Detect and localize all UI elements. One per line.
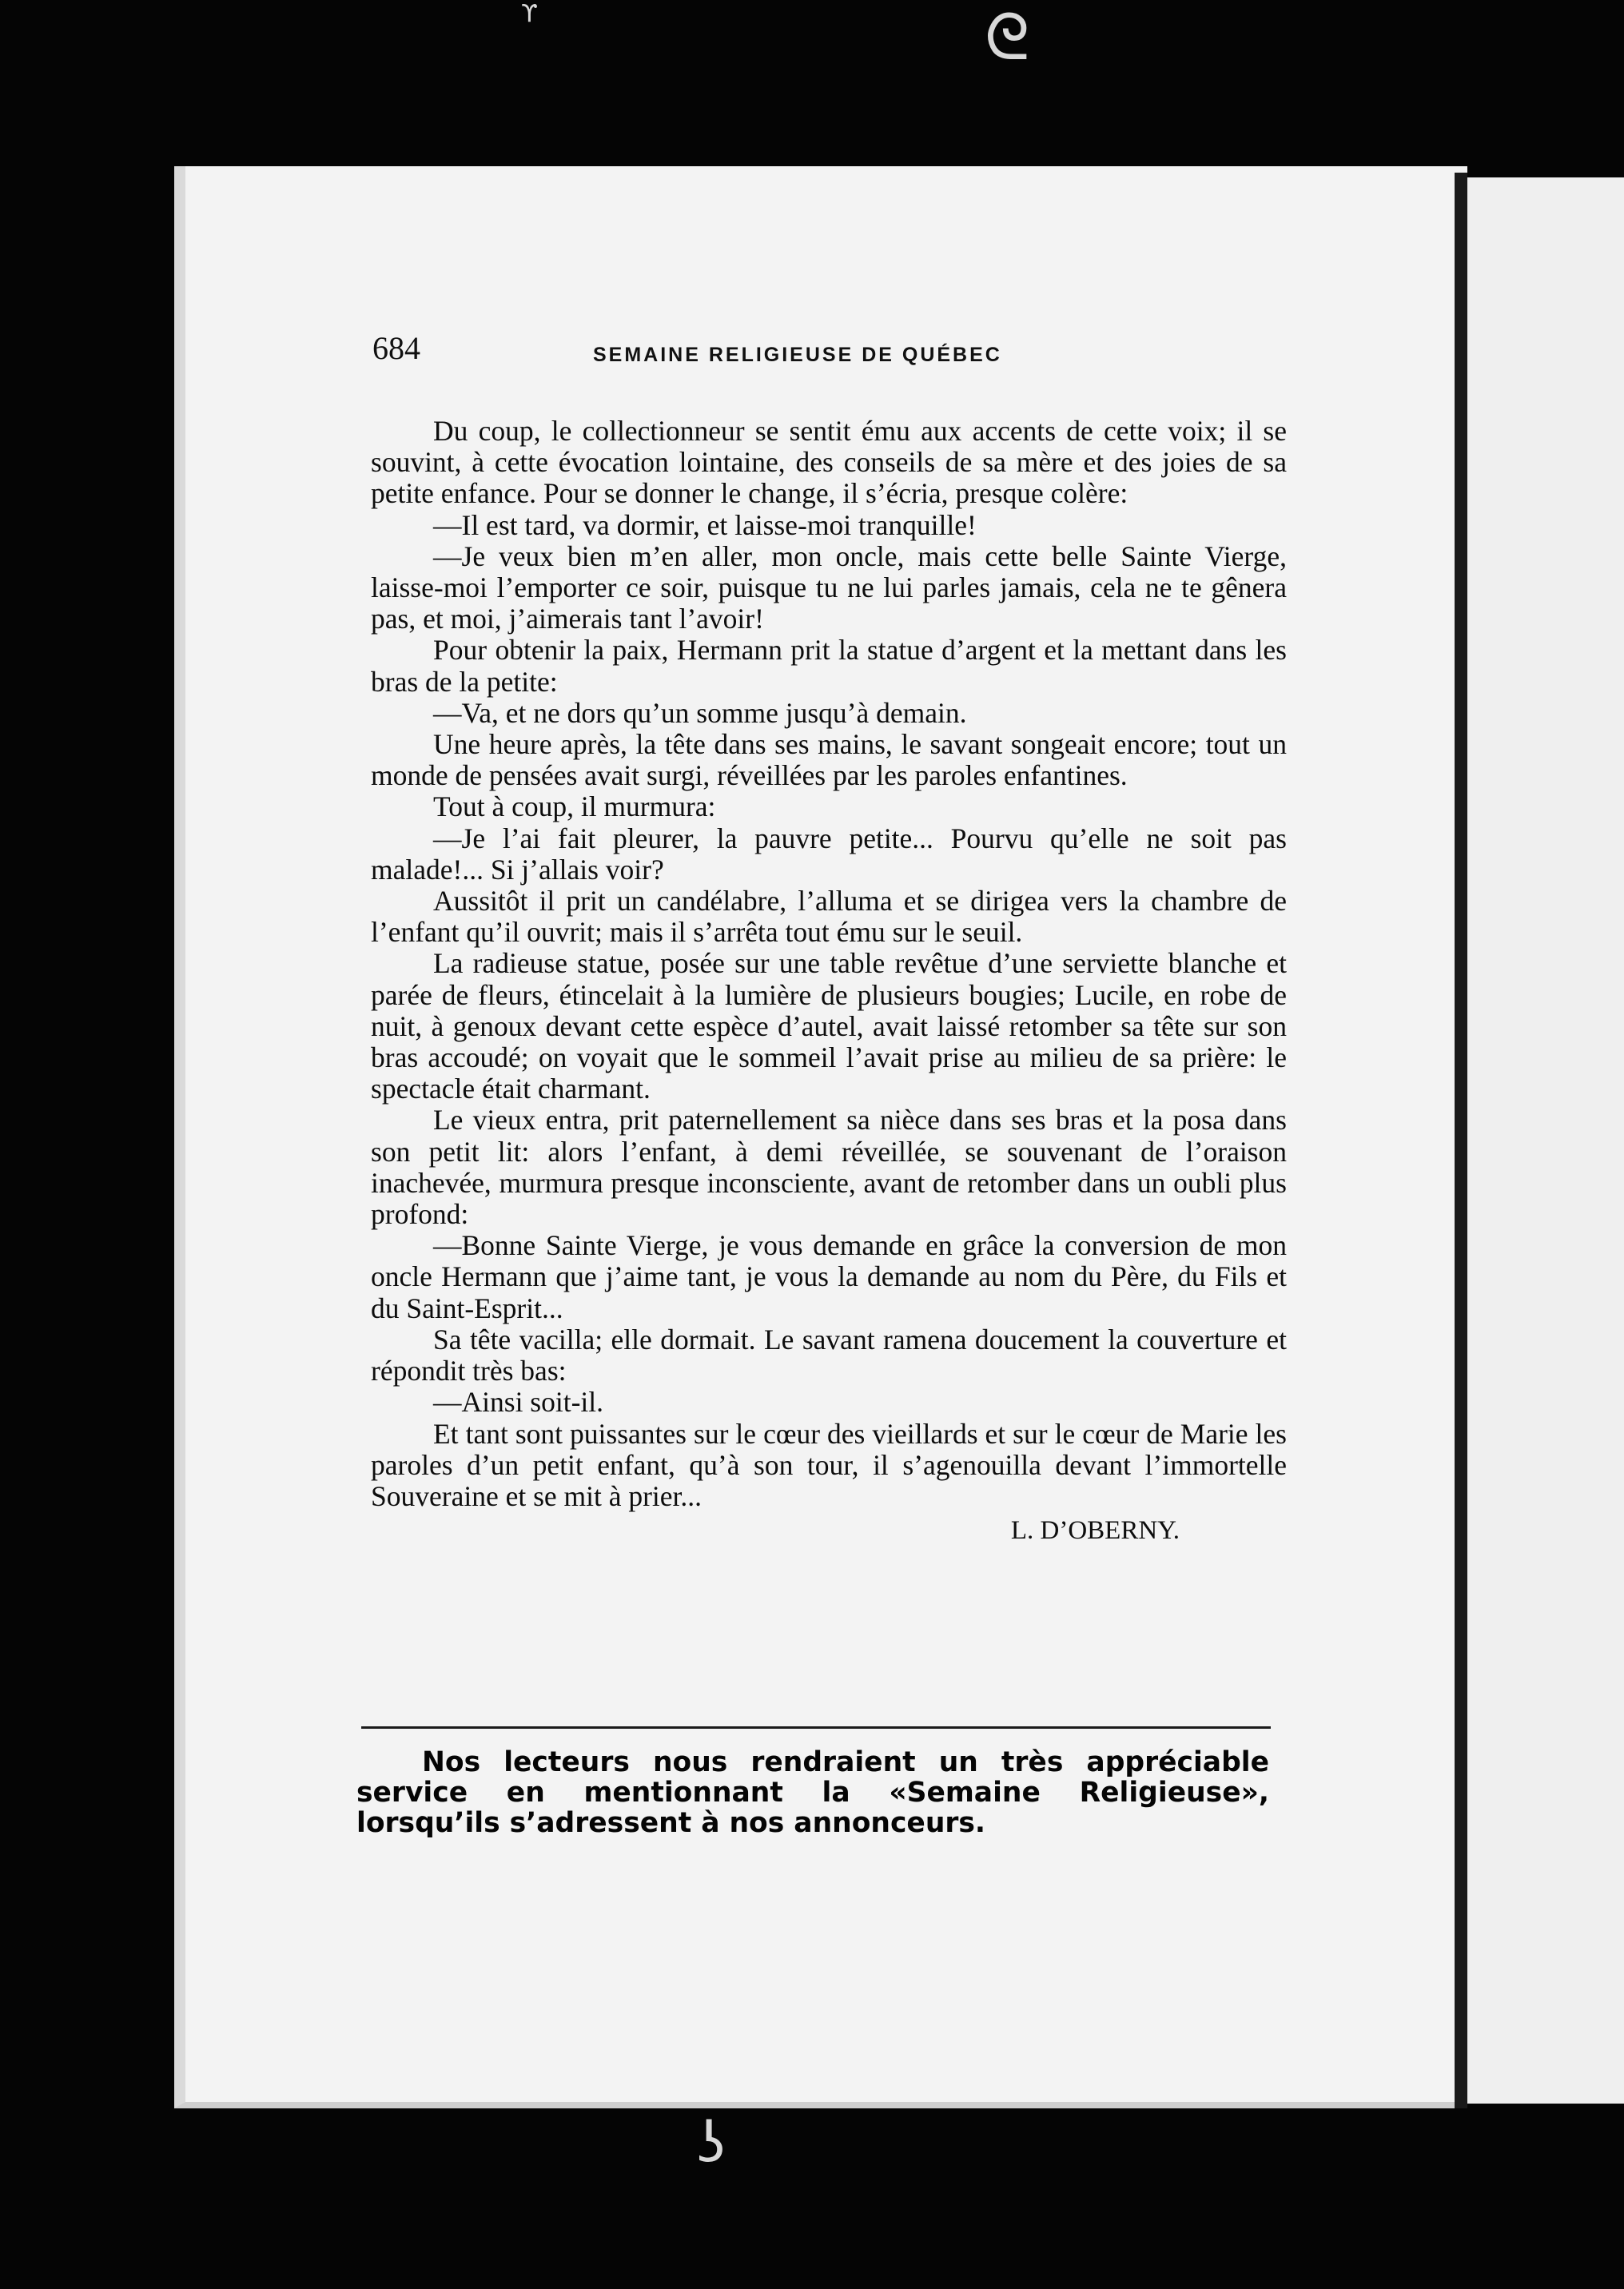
paragraph: —Je veux bien m’en aller, mon oncle, mais cette belle Sainte Vierge, laisse-moi l’emporter ce soir, puisque tu ne lui parles jamais, cela ne te gênera pas, et moi, j’aimerais tant l’avoir! — [371, 539, 1287, 635]
paragraph: —Je l’ai fait pleurer, la pauvre petite... Pourvu qu’elle ne soit pas malade!... Si j’allais voir? — [371, 822, 1287, 886]
paragraph: —Il est tard, va dormir, et laisse-moi tranquille! — [433, 508, 977, 541]
paragraph: Une heure après, la tête dans ses mains, le savant songeait encore; tout un monde de pensées avait surgi, réveillées par les paroles enfantines. — [371, 728, 1287, 792]
notice-text: Nos lecteurs nous rendraient un très appréciable service en mentionnant la «Semaine Religieuse», lorsqu’ils s’adressent à nos annonceurs. — [356, 1746, 1269, 1839]
paragraph: Le vieux entra, prit paternellement sa nièce dans ses bras et la posa dans son petit lit: alors l’enfant, à demi réveillée, se souvenant de l’oraison inachevée, murmura presque inconsciente, avant de retomber dans un oubli plus profond: — [371, 1104, 1287, 1231]
page-header — [372, 329, 1280, 369]
reader-notice — [356, 1747, 1269, 1838]
adjacent-page-edge — [1467, 177, 1624, 2104]
scan-artifact-bottom: ʖ — [697, 2110, 726, 2176]
paragraph: La radieuse statue, posée sur une table revêtue d’une serviette blanche et parée de fleurs, étincelait à la lumière de plusieurs bougies; Lucile, en robe de nuit, à genoux devant cette espèce d’autel, avait laissé retomber sa tête sur son bras accoudé; on voyait que le sommeil l’avait prise au milieu de sa prière: le spectacle était charmant. — [371, 947, 1287, 1105]
scan-artifact-top-right: ᘓ — [985, 0, 1030, 74]
page-gutter — [1455, 173, 1467, 2108]
paragraph: —Ainsi soit-il. — [433, 1386, 604, 1419]
author-signature: L. D’OBERNY. — [1010, 1516, 1180, 1546]
paragraph: —Va, et ne dors qu’un somme jusqu’à demain. — [433, 696, 967, 729]
paragraph: Du coup, le collectionneur se sentit ému aux accents de cette voix; il se souvint, à cette évocation lointaine, des conseils de sa mère et des joies de sa petite enfance. Pour se donner le change, il s’écria, presque colère: — [371, 415, 1287, 510]
paragraph: Et tant sont puissantes sur le cœur des vieillards et sur le cœur de Marie les paroles d’un petit enfant, qu’à son tour, il s’agenouilla devant l’immortelle Souveraine et se mit à prier... — [371, 1417, 1287, 1512]
paragraph: —Bonne Sainte Vierge, je vous demande en grâce la conversion de mon oncle Hermann que j’aime tant, je vous la demande au nom du Père, du Fils et du Saint-Esprit... — [371, 1229, 1287, 1324]
paragraph: Pour obtenir la paix, Hermann prit la statue d’argent et la mettant dans les bras de la petite: — [371, 634, 1287, 698]
paragraph: Aussitôt il prit un candélabre, l’alluma et se dirigea vers la chambre de l’enfant qu’il ouvrit; mais il s’arrêta tout ému sur le seuil. — [371, 885, 1287, 949]
article-body — [371, 416, 1287, 1547]
page-number: 684 — [372, 330, 420, 366]
paragraph: Tout à coup, il murmura: — [433, 790, 716, 823]
section-divider — [361, 1726, 1271, 1729]
scan-artifact-top: ϒ — [521, 0, 538, 28]
paragraph: Sa tête vacilla; elle dormait. Le savant ramena doucement la couverture et répondit très bas: — [371, 1323, 1287, 1387]
running-head: SEMAINE RELIGIEUSE DE QUÉBEC — [593, 344, 1002, 366]
